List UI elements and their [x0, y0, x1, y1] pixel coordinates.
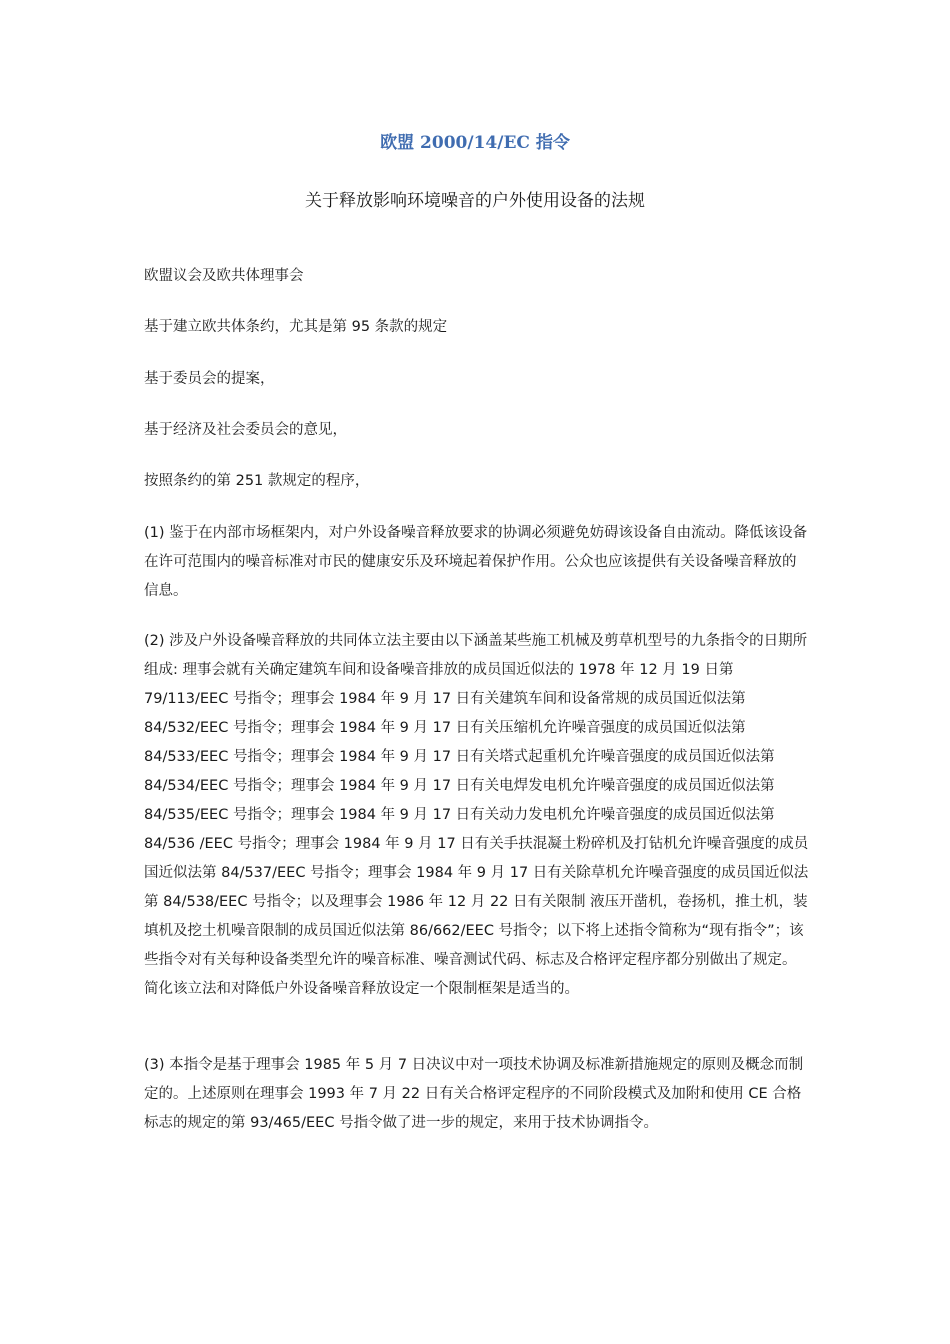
document-subtitle: 关于释放影响环境噪音的户外使用设备的法规: [305, 191, 645, 211]
clause-paragraph: (3) 本指令是基于理事会 1985 年 5 月 7 日决议中对一项技术协调及标准新措施规定的原则及概念而制定的。上述原则在理事会 1993 年 7 月 22 日有关合格评定程序的不同阶段模式及加附和使用 CE 合格标志的规定的第 93/465/EEC 号指令做了进一步的规定，来用于技术协调指令。: [144, 1057, 804, 1131]
preamble-line: 欧盟议会及欧共体理事会: [144, 268, 304, 284]
preamble-line: 基于经济及社会委员会的意见，: [144, 422, 347, 438]
clause-paragraph: (2) 涉及户外设备噪音释放的共同体立法主要由以下涵盖某些施工机械及剪草机型号的九条指令的日期所组成: 理事会就有关确定建筑车间和设备噪音排放的成员国近似法的 1978 年 12 月 19 日第 79/113/EEC 号指令；理事会 1984 年 9 月 17 日有关建筑车间和设备常规的成员国近似法第 84/532/EEC 号指令；理事会 1984 年 9 月 17 日有关压缩机允许噪音强度的成员国近似法第 84/533/EEC 号指令；理事会 1984 年 9 月 17 日有关塔式起重机允许噪音强度的成员国近似法第 84/534/EEC 号指令；理事会 1984 年 9 月 17 日有关电焊发电机允许噪音强度的成员国近似法第 84/535/EEC 号指令；理事会 1984 年 9 月 17 日有关动力发电机允许噪音强度的成员国近似法第 84/536 /EEC 号指令；理事会 1984 年 9 月 17 日有关手扶混凝土粉碎机及打钻机允许噪音强度的成员国近似法第 84/537/EEC 号指令；理事会 1984 年 9 月 17 日有关除草机允许噪音强度的成员国近似法第 84/538/EEC 号指令；以及理事会 1986 年 12 月 22 日有关限制 液压开凿机，卷扬机，推土机，装填机及挖土机噪音限制的成员国近似法第 86/662/EEC 号指令；以下将上述指令简称为“现有指令”；该些指令对有关每种设备类型允许的噪音标准、噪音测试代码、标志及合格评定程序都分别做出了规定。简化该立法和对降低户外设备噪音释放设定一个限制框架是适当的。: [144, 633, 809, 997]
document-title: 欧盟 2000/14/EC 指令: [380, 133, 570, 153]
clause-paragraph: (1) 鉴于在内部市场框架内，对户外设备噪音释放要求的协调必须避免妨碍该设备自由流动。降低该设备在许可范围内的噪音标准对市民的健康安乐及环境起着保护作用。公众也应该提供有关设备噪音释放的信息。: [144, 525, 808, 599]
preamble-line: 基于委员会的提案，: [144, 371, 275, 387]
preamble-line: 按照条约的第 251 款规定的程序，: [144, 473, 370, 489]
preamble-line: 基于建立欧共体条约，尤其是第 95 条款的规定: [144, 319, 448, 335]
